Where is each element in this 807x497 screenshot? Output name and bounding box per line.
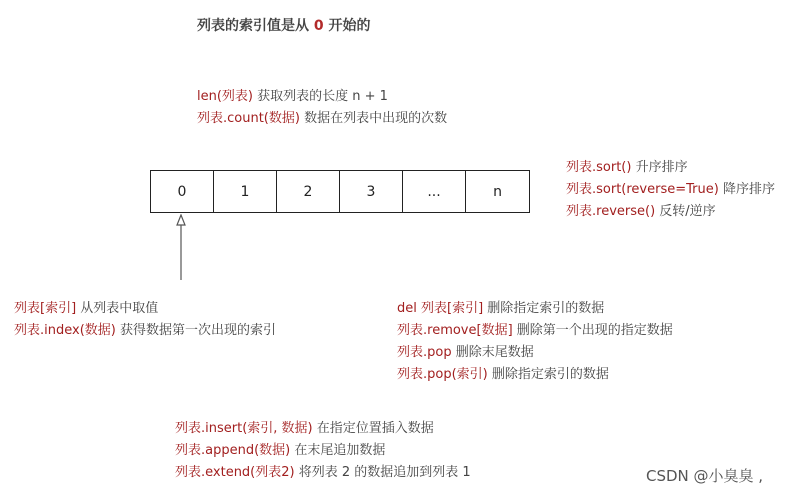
sort-reverse-desc: 降序排序: [718, 182, 775, 197]
list-cell: 0: [151, 171, 214, 212]
len-line: [197, 86, 447, 108]
list-cells: [150, 170, 530, 213]
remove-desc: 删除第一个出现的指定数据: [512, 323, 673, 338]
delete-block: [397, 298, 673, 386]
sort-reverse-code: 列表.sort(reverse=True): [566, 182, 719, 197]
diagram-title: [197, 15, 371, 35]
title-prefix: 列表的索引值是从: [197, 18, 314, 34]
pop-index-code: 列表.pop(索引): [397, 367, 488, 382]
list-cell: ...: [403, 171, 466, 212]
extend-desc: 将列表 2 的数据追加到列表 1: [294, 465, 471, 480]
append-desc: 在末尾追加数据: [290, 443, 386, 458]
sort-code: 列表.sort(): [566, 160, 632, 175]
del-line: [397, 298, 673, 320]
csdn-watermark: CSDN @小臭臭 ,: [646, 467, 764, 485]
list-cell: 1: [214, 171, 277, 212]
remove-line: [397, 320, 673, 342]
insert-desc: 在指定位置插入数据: [312, 421, 434, 436]
get-item-desc: 从列表中取值: [76, 301, 159, 316]
index-block: [14, 298, 276, 342]
pop-index-desc: 删除指定索引的数据: [487, 367, 609, 382]
len-count-block: [197, 86, 447, 130]
get-item-code: 列表[索引]: [14, 301, 77, 316]
list-cell: n: [493, 183, 502, 200]
list-cell: 2: [277, 171, 340, 212]
get-item-line: [14, 298, 276, 320]
sort-block: [566, 157, 775, 223]
sort-desc: 升序排序: [631, 160, 688, 175]
pop-desc: 删除末尾数据: [451, 345, 534, 360]
extend-line: [175, 462, 471, 484]
pop-line: [397, 342, 673, 364]
reverse-line: [566, 201, 775, 223]
count-code: 列表.count(数据): [197, 111, 300, 126]
reverse-code: 列表.reverse(): [566, 204, 656, 219]
index-line: [14, 320, 276, 342]
del-code: del 列表[索引]: [397, 301, 484, 316]
count-line: [197, 108, 447, 130]
pop-index-line: [397, 364, 673, 386]
pop-code: 列表.pop: [397, 345, 452, 360]
title-suffix: 开始的: [323, 18, 371, 34]
index-code: 列表.index(数据): [14, 323, 116, 338]
len-desc: 获取列表的长度 n + 1: [253, 89, 388, 104]
reverse-desc: 反转/逆序: [655, 204, 716, 219]
append-line: [175, 440, 471, 462]
append-code: 列表.append(数据): [175, 443, 291, 458]
insert-block: [175, 418, 471, 484]
len-code: len(列表): [197, 89, 253, 104]
index-arrow-icon: [172, 214, 190, 280]
sort-reverse-line: [566, 179, 775, 201]
sort-line: [566, 157, 775, 179]
title-zero: 0: [313, 18, 324, 34]
extend-code: 列表.extend(列表2): [175, 465, 295, 480]
index-desc: 获得数据第一次出现的索引: [115, 323, 276, 338]
insert-line: [175, 418, 471, 440]
insert-code: 列表.insert(索引, 数据): [175, 421, 313, 436]
count-desc: 数据在列表中出现的次数: [299, 111, 448, 126]
list-cell: 3: [340, 171, 403, 212]
remove-code: 列表.remove[数据]: [397, 323, 513, 338]
del-desc: 删除指定索引的数据: [483, 301, 605, 316]
